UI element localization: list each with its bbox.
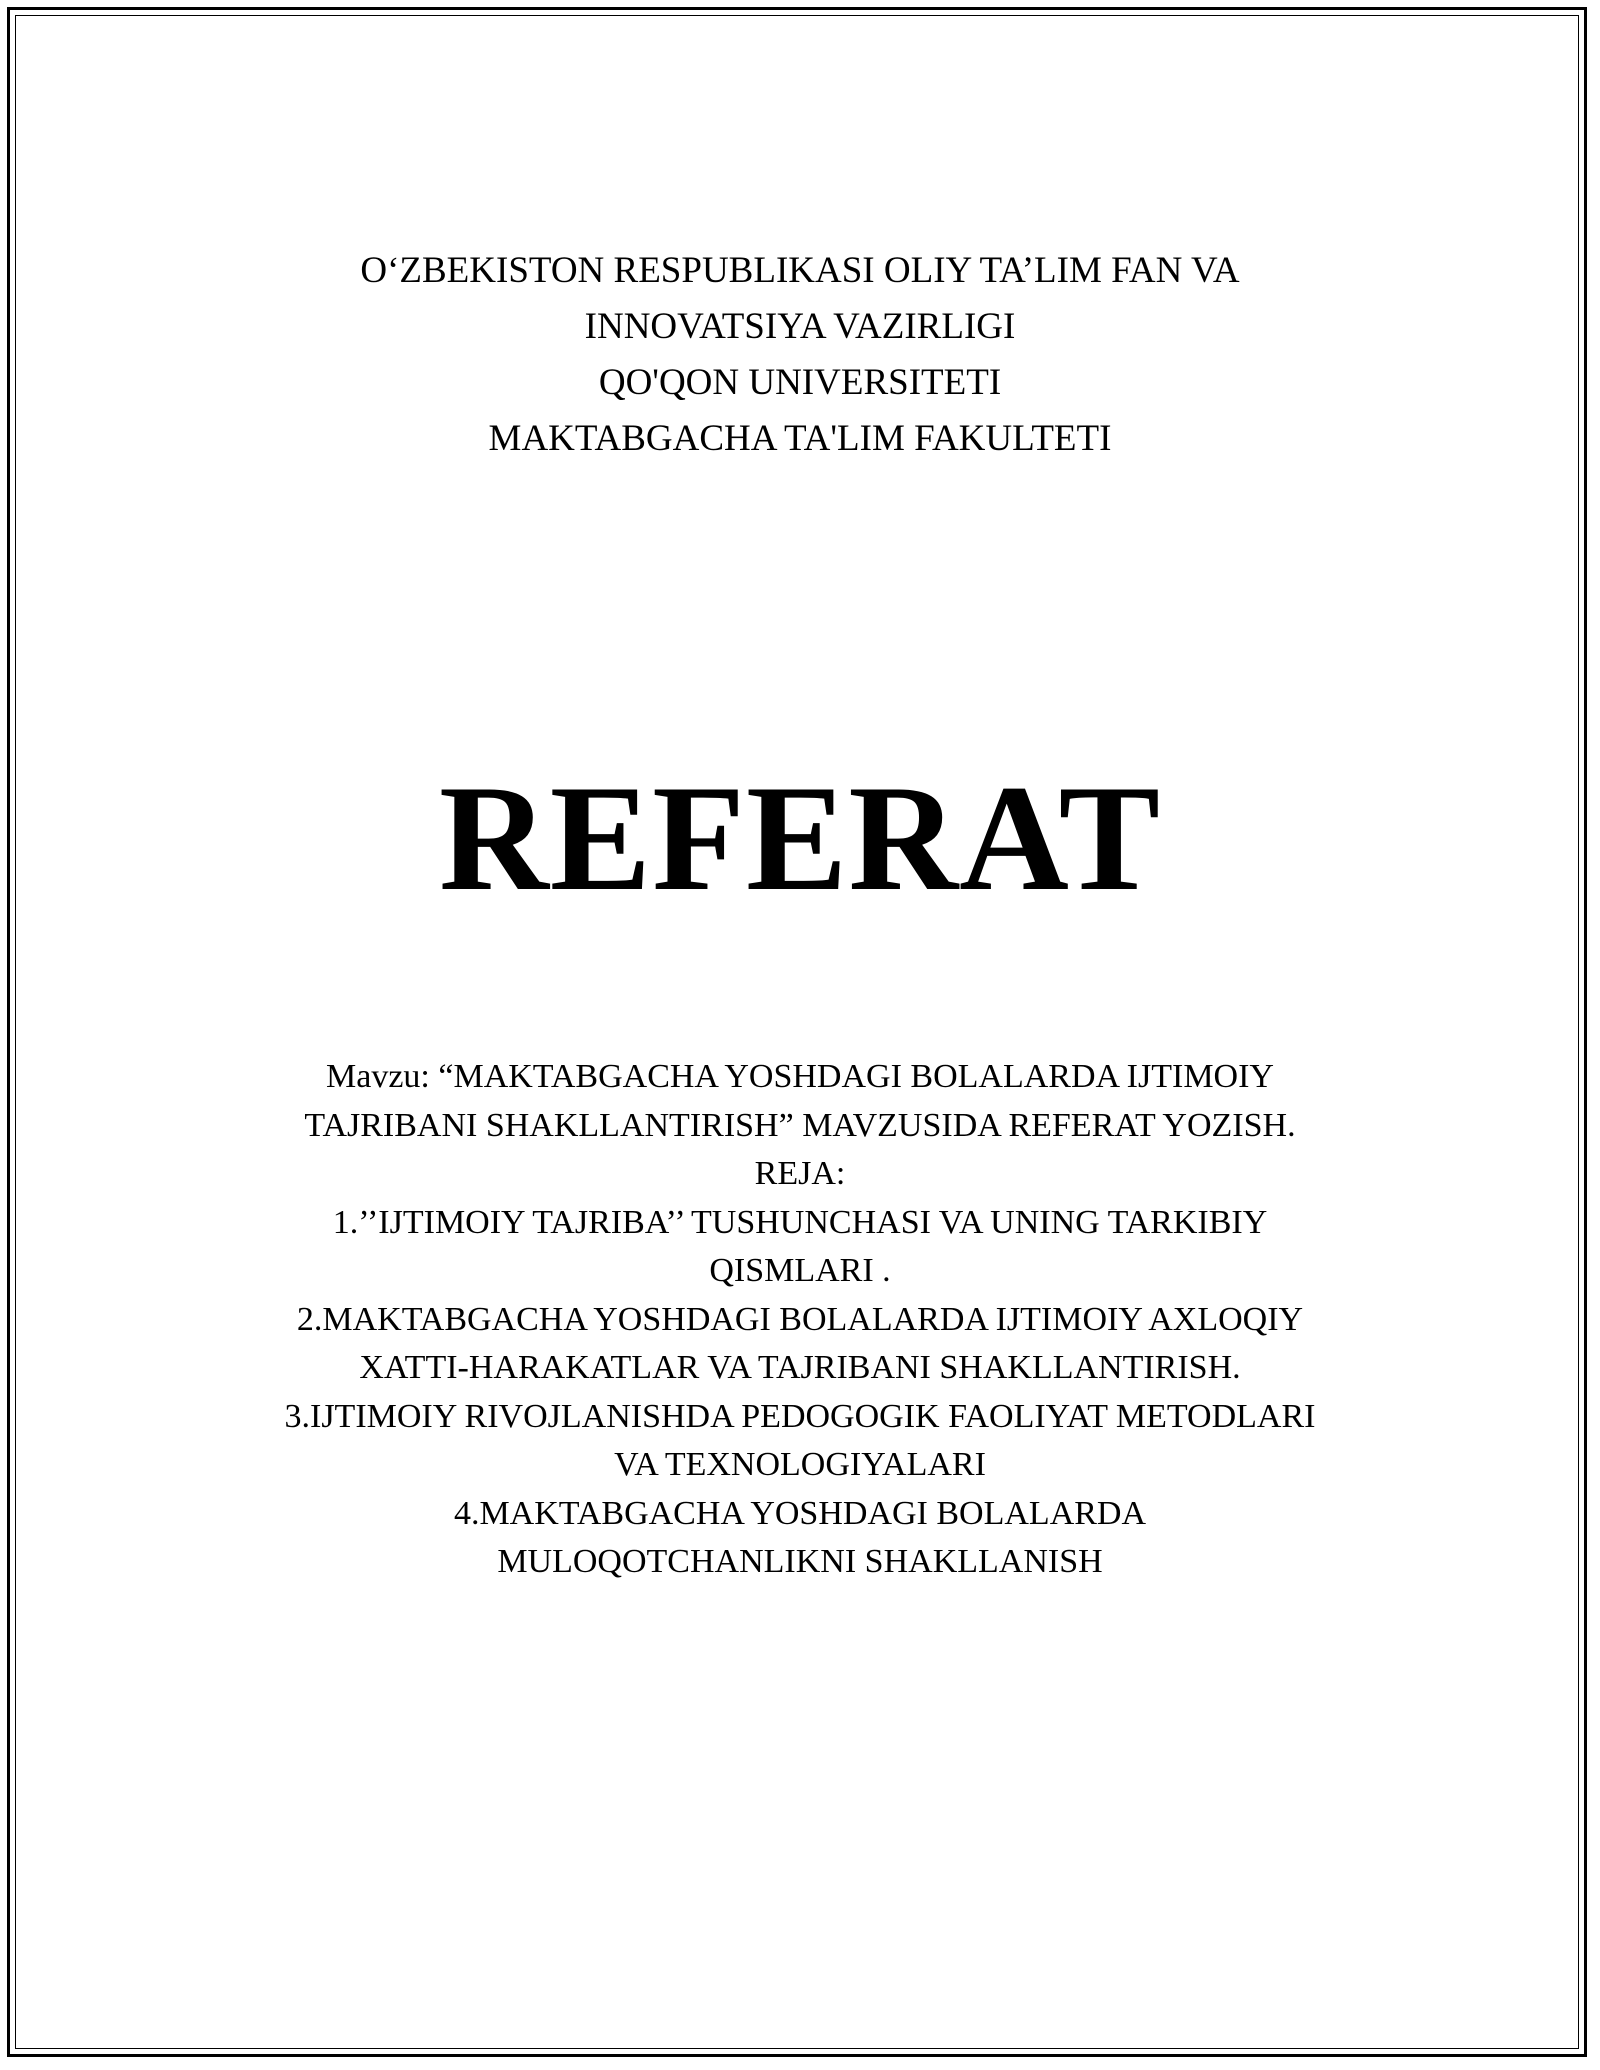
plan-heading: REJA: (754, 1155, 846, 1192)
plan-item: 2.MAKTABGACHA YOSHDAGI BOLALARDA IJTIMOIY AXLOQIY (296, 1300, 1304, 1338)
topic-line: Mavzu: “MAKTABGACHA YOSHDAGI BOLALARDA IJTIMOIY (326, 1058, 1274, 1095)
header-line: QO'QON UNIVERSITETI (598, 362, 1002, 403)
header-line: MAKTABGACHA TA'LIM FAKULTETI (488, 418, 1112, 459)
plan-item: MULOQOTCHANLIKNI SHAKLLANISH (497, 1543, 1103, 1580)
header-line: O‘ZBEKISTON RESPUBLIKASI OLIY TA’LIM FAN VA (360, 250, 1240, 291)
topic-line: TAJRIBANI SHAKLLANTIRISH” MAVZUSIDA REFERAT YOZISH. (304, 1106, 1296, 1144)
plan-item: 4.MAKTABGACHA YOSHDAGI BOLALARDA (453, 1494, 1147, 1532)
plan-item: XATTI-HARAKATLAR VA TAJRIBANI SHAKLLANTIRISH. (359, 1349, 1241, 1386)
document-title: REFERAT (438, 754, 1162, 922)
topic-and-plan (0, 1053, 1600, 1587)
institution-header (0, 243, 1600, 467)
plan-item: 1.’’IJTIMOIY TAJRIBA’’ TUSHUNCHASI VA UNING TARKIBIY (332, 1203, 1268, 1241)
plan-item: VA TEXNOLOGIYALARI (614, 1446, 986, 1483)
plan-item: QISMLARI . (709, 1252, 891, 1289)
header-line: INNOVATSIYA VAZIRLIGI (584, 306, 1016, 347)
plan-item: 3.IJTIMOIY RIVOJLANISHDA PEDOGOGIK FAOLIYAT METODLARI (284, 1397, 1316, 1435)
